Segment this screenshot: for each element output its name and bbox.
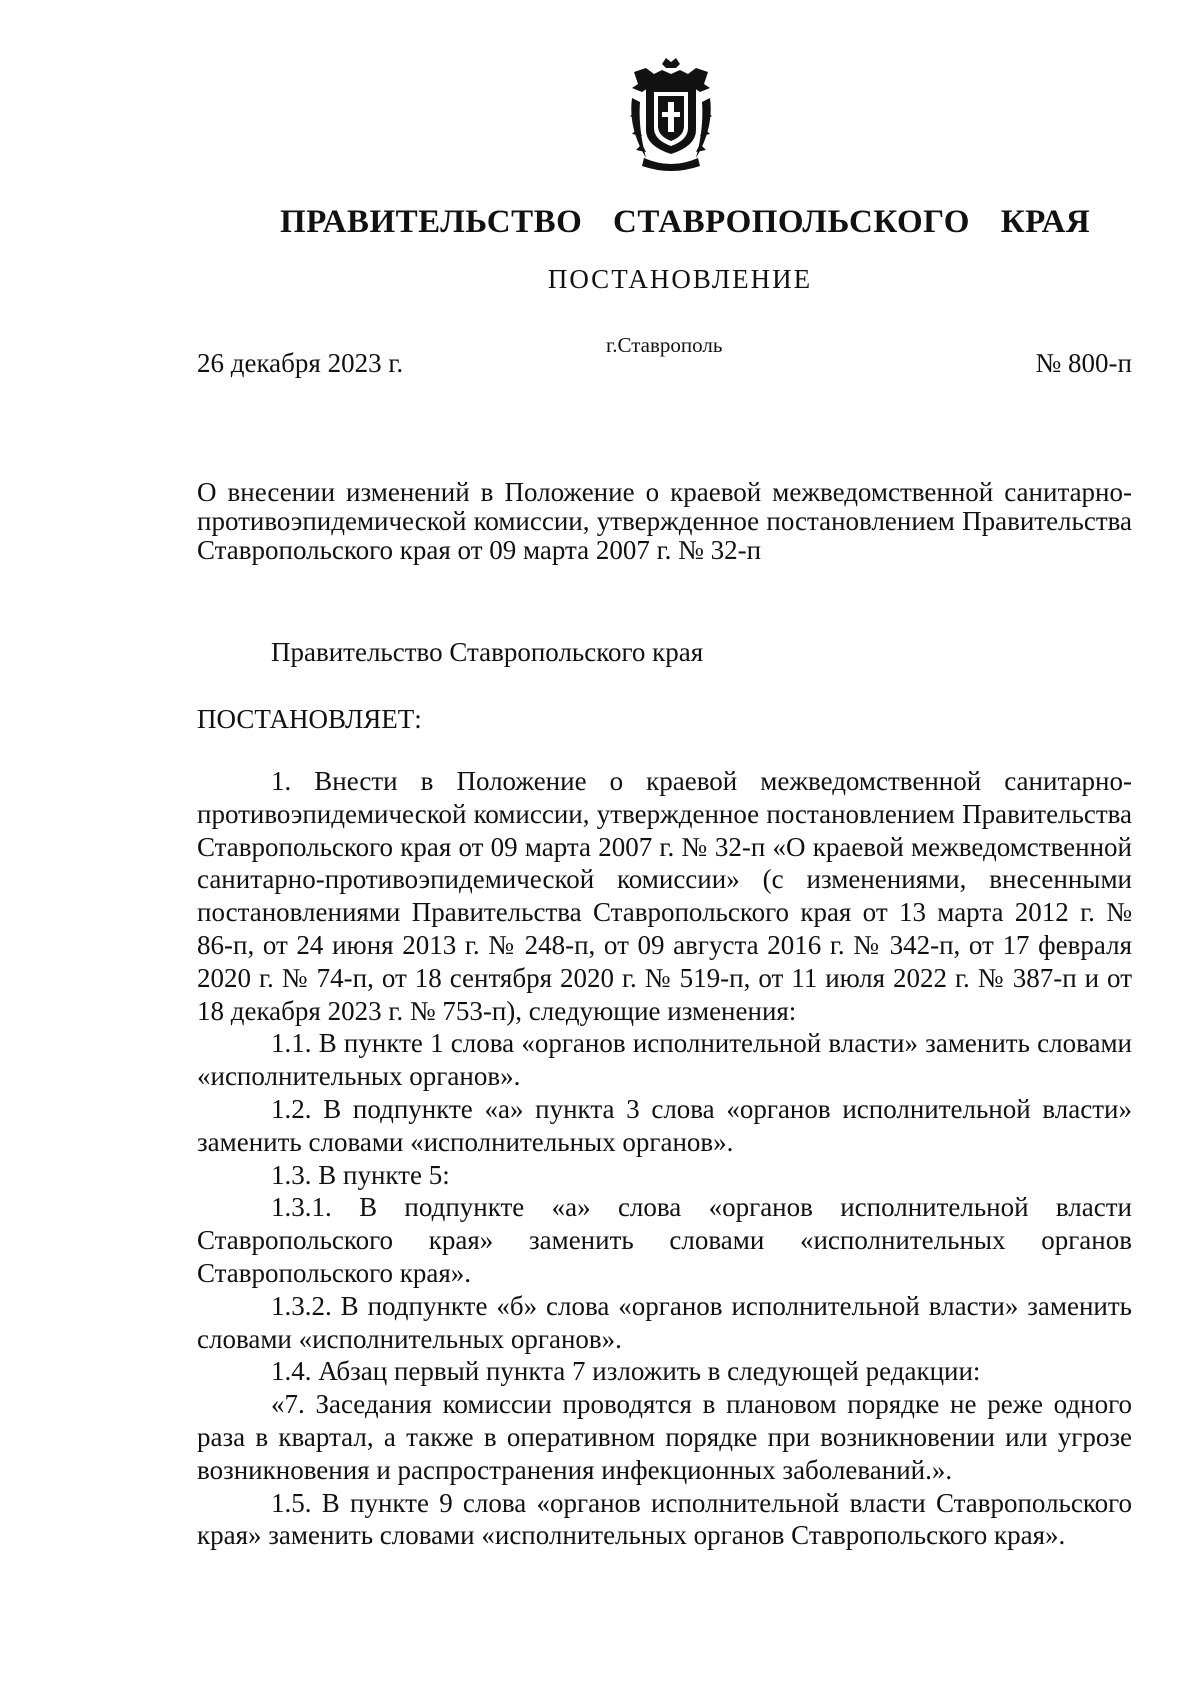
paragraph-1-2: 1.2. В подпункте «а» пункта 3 слова «органов исполнительной власти» заменить словами «исполнительных органов». [197,1093,1132,1157]
preamble-decree: ПОСТАНОВЛЯЕТ: [197,704,422,734]
paragraph-1-3: 1.3. В пункте 5: [271,1159,450,1190]
paragraph-1-1: 1.1. В пункте 1 слова «органов исполнительной власти» заменить словами «исполнительных органов». [197,1028,1132,1092]
paragraph-1-5: 1.5. В пункте 9 слова «органов исполнительной власти Ставропольского края» заменить словами «исполнительных органов Ставропольского края». [197,1487,1132,1551]
paragraph-quote-7: «7. Заседания комиссии проводятся в плановом порядке не реже одного раза в квартал, а также в оперативном порядке при возникновении или угрозе возникновения и распространения инфекционных заболеваний.». [197,1389,1132,1485]
document-city: г.Ставрополь [606,333,723,357]
document-subject: О внесении изменений в Положение о краевой межведомственной санитарно-противоэпидемической комиссии, утвержденное постановлением Правительства Ставропольского края от 09 марта 2007 г. № 32-п [197,477,1132,565]
document-body [197,765,1132,1552]
government-title: ПРАВИТЕЛЬСТВО СТАВРОПОЛЬСКОГО КРАЯ [280,204,1091,240]
document-number: № 800-п [1035,348,1132,378]
paragraph-1-3-1: 1.3.1. В подпункте «а» слова «органов исполнительной власти Ставропольского края» заменить словами «исполнительных органов Ставропольского края». [197,1192,1132,1288]
coat-of-arms-emblem [626,58,716,174]
paragraph-1-4: 1.4. Абзац первый пункта 7 изложить в следующей редакции: [271,1356,981,1387]
document-type: ПОСТАНОВЛЕНИЕ [547,264,813,294]
preamble-government: Правительство Ставропольского края [271,637,704,667]
paragraph-1: 1. Внести в Положение о краевой межведомственной санитарно-противоэпидемической комиссии, утвержденное постановлением Правительства Ставропольского края от 09 марта 2007 г. № 32-п «О краевой межведомственной санитарно-противоэпидемической комиссии» (с изменениями, внесенными постановлениями Правительства Ставропольского края от 13 марта 2012 г. № 86-п, от 24 июня 2013 г. № 248-п, от 09 августа 2016 г. № 342-п, от 17 февраля 2020 г. № 74-п, от 18 сентября 2020 г. № 519-п, от 11 июля 2022 г. № 387-п и от 18 декабря 2023 г. № 753-п), следующие изменения: [197,766,1132,1026]
paragraph-1-3-2: 1.3.2. В подпункте «б» слова «органов исполнительной власти» заменить словами «исполнительных органов». [197,1290,1132,1354]
document-date: 26 декабря 2023 г. [197,348,404,378]
